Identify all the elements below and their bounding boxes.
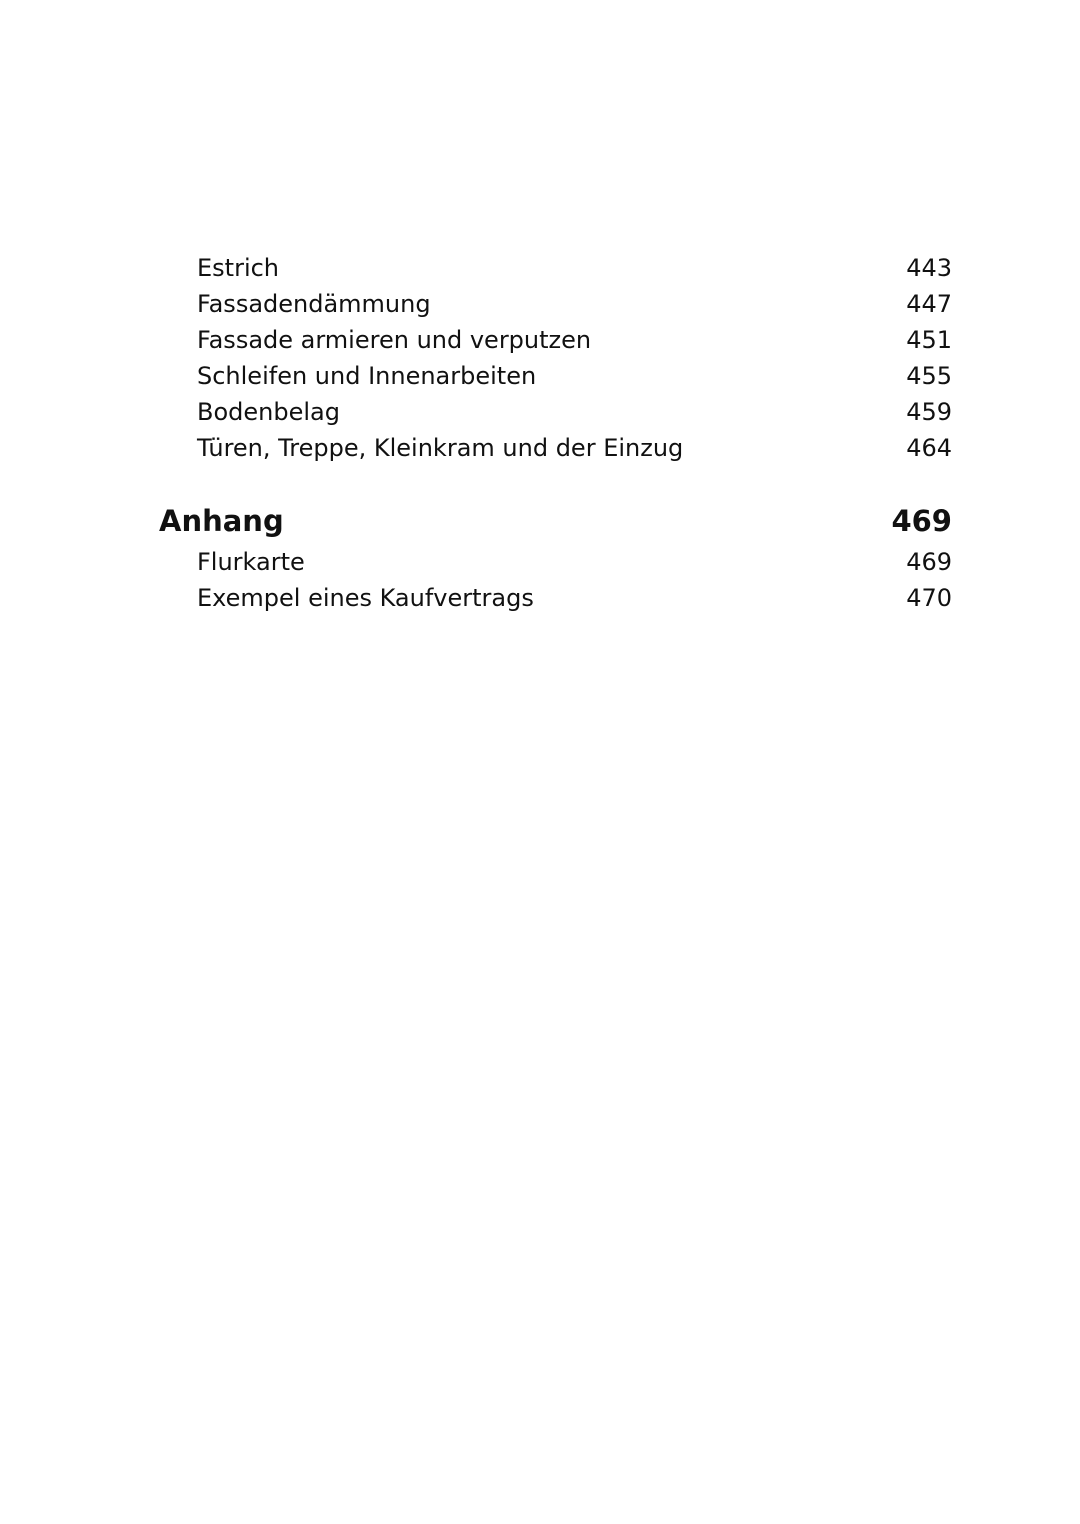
toc-entry-page: 455 xyxy=(906,362,952,390)
toc-entry-title: Fassadendämmung xyxy=(197,290,431,318)
toc-entry-title: Türen, Treppe, Kleinkram und der Einzug xyxy=(197,434,684,462)
toc-entry-title: Flurkarte xyxy=(197,548,305,576)
toc-entry xyxy=(159,580,952,616)
toc-entry-page: 464 xyxy=(906,434,952,462)
toc-entry xyxy=(159,544,952,580)
toc-section-title: Anhang xyxy=(159,504,284,538)
toc-entry-page: 443 xyxy=(906,254,952,282)
toc-entry xyxy=(159,250,952,286)
toc-entry xyxy=(159,430,952,466)
toc-entry-title: Exempel eines Kaufvertrags xyxy=(197,584,534,612)
table-of-contents xyxy=(159,250,952,616)
toc-section-heading xyxy=(159,500,952,542)
toc-entry-page: 459 xyxy=(906,398,952,426)
toc-entry-page: 447 xyxy=(906,290,952,318)
toc-entry-title: Estrich xyxy=(197,254,280,282)
toc-entry-page: 469 xyxy=(906,548,952,576)
toc-entry xyxy=(159,358,952,394)
toc-entry-page: 470 xyxy=(906,584,952,612)
toc-entry-title: Schleifen und Innenarbeiten xyxy=(197,362,537,390)
toc-entry-page: 451 xyxy=(906,326,952,354)
toc-section-page: 469 xyxy=(891,504,952,538)
toc-entry-title: Fassade armieren und verputzen xyxy=(197,326,592,354)
toc-entry xyxy=(159,394,952,430)
toc-entry xyxy=(159,322,952,358)
toc-entry xyxy=(159,286,952,322)
toc-entry-title: Bodenbelag xyxy=(197,398,340,426)
